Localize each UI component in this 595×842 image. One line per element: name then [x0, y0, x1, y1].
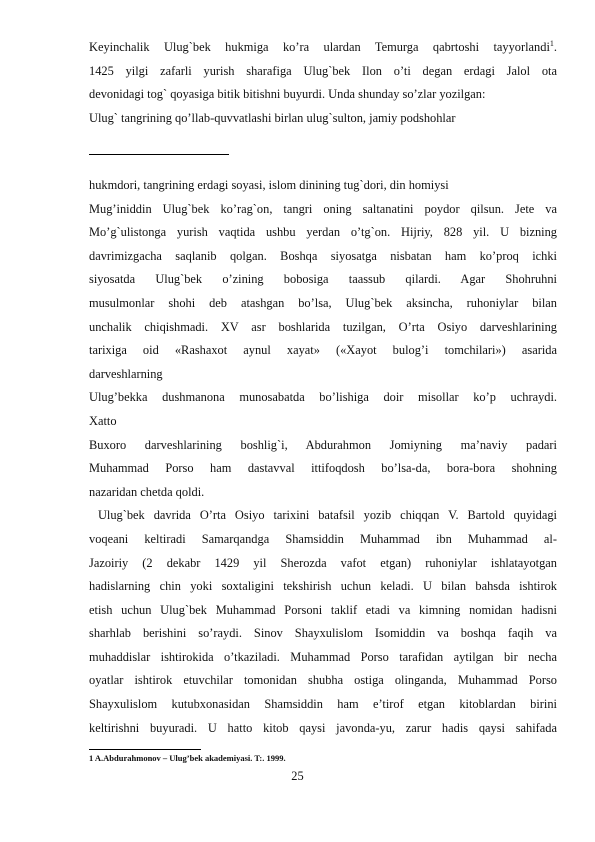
- text-line: Xatto: [89, 413, 117, 428]
- text-line: Ulug`bek davrida O’rta Osiyo tarixini batafsil yozib chiqqan V. Bartold quyidagi: [89, 508, 557, 523]
- text-line: keltirishni buyuradi. U hatto kitob qaysi javonda-yu, zarur hadis qaysi sahifada: [89, 720, 557, 735]
- text-line: nazaridan chetda qoldi.: [89, 484, 205, 499]
- text-line: muhaddislar ishtirokida o’tkaziladi. Muhammad Porso tarafidan aytilgan bir necha: [89, 649, 557, 664]
- text-line: voqeani keltiradi Samarqandga Shamsiddin Muhammad ibn Muhammad al-: [89, 531, 557, 546]
- footnote-divider: [89, 154, 229, 155]
- footnote-divider: [89, 749, 201, 750]
- text-line: unchalik chiqishmadi. XV asr boshlarida tuzilgan, O’rta Osiyo darveshlarining: [89, 319, 557, 334]
- page-number: 25: [291, 769, 304, 783]
- text-line: Muhammad Porso ham dastavval ittifoqdosh bo’lsa-da, bora-bora shohning: [89, 461, 557, 476]
- text-line: davrimizgacha saqlanib qolgan. Boshqa siyosatga nisbatan ham ko’proq ichki: [89, 248, 557, 263]
- text-line: hadislarning chin yoki soxtaligini tekshirish uchun keladi. U bilan bahsda ishtirok: [89, 579, 557, 594]
- text-line: Keyinchalik Ulug`bek hukmiga ko’ra ulardan Temurga qabrtoshi tayyorlandi$^1$.: [89, 38, 557, 54]
- paragraph-2: [89, 174, 557, 740]
- text-line: etish uchun Ulug`bek Muhammad Porsoni taklif etadi va kimning nomidan hadisni: [89, 602, 557, 617]
- text-line: Mug’iniddin Ulug`bek ko’rag`on, tangri oning saltanatini poydor qilsun. Jete va: [89, 201, 557, 216]
- text-line: darveshlarning: [89, 366, 163, 381]
- text-line: Shayxulislom kutubxonasidan Shamsiddin ham e’tirof etgan kitoblardan birini: [89, 697, 557, 712]
- text-line: devonidagi tog` qoyasiga bitik bitishni buyurdi. Unda shunday so’zlar yozilgan:: [89, 87, 486, 102]
- text-line: sharhlab berishini so’raydi. Sinov Shayxulislom Isomiddin va boshqa faqih va: [89, 626, 557, 641]
- text-line: musulmonlar shohi deb atashgan bo’lsa, Ulug`bek aksincha, ruhoniylar bilan: [89, 295, 557, 310]
- text-line: siyosatda Ulug`bek o’zining bobosiga taassub qilardi. Agar Shohruhni: [89, 272, 557, 287]
- footnote-marker[interactable]: 1: [549, 38, 554, 48]
- footnote-text: 1 A.Abdurahmonov – Ulug’bek akademiyasi. T:. 1999.: [89, 753, 286, 763]
- text-line: tarixiga oid «Rashaxot aynul xayat» («Xayot bulog’i tomchilari») asarida: [89, 343, 557, 358]
- text-line: Jazoiriy (2 dekabr 1429 yil Sherozda vafot etgan) ruhoniylar ishlatayotgan: [89, 555, 557, 570]
- text-line: 1425 yilgi zafarli yurish sharafiga Ulug`bek Ilon o’ti degan erdagi Jalol ota: [89, 63, 557, 78]
- paragraph-1: [89, 36, 557, 130]
- text-line: Mo’g`ulistonga yurish vaqtida ushbu yerdan o’tg`on. Hijriy, 828 yil. U bizning: [89, 225, 557, 240]
- text-line: hukmdori, tangrining erdagi soyasi, islom dinining tug`dori, din homiysi: [89, 178, 449, 192]
- text-line: Buxoro darveshlarining boshlig`i, Abdurahmon Jomiyning ma’naviy padari: [89, 437, 557, 452]
- text-line: Ulug` tangrining qo’llab-quvvatlashi birlan ulug`sulton, jamiy podshohlar: [89, 110, 456, 125]
- text-line: oyatlar ishtirok etuvchilar tomonidan shubha ostiga olinganda, Muhammad Porso: [89, 673, 557, 688]
- text-line: Ulug’bekka dushmanona munosabatda bo’lishiga doir misollar ko’p uchraydi.: [89, 390, 557, 405]
